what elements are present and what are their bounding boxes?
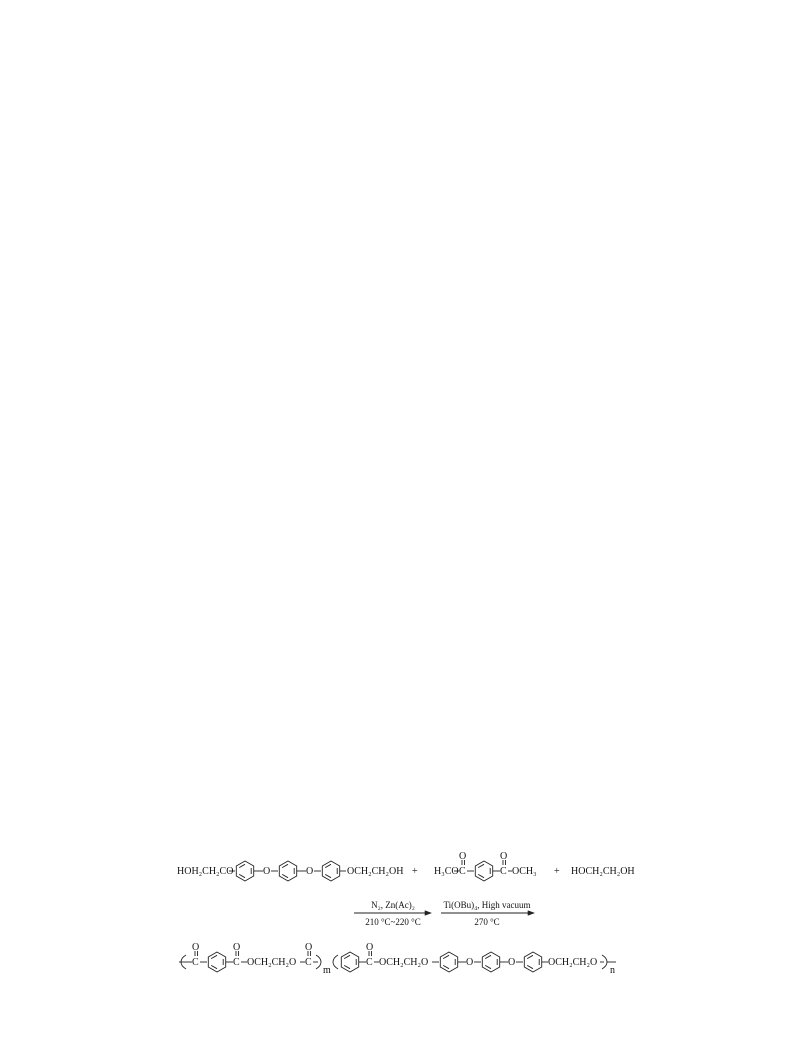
plus-sign-1: +	[412, 866, 418, 877]
product-polymer	[179, 942, 616, 976]
product-middle-group-1: OCH₂CH₂O	[247, 957, 297, 968]
monomer-1-ether-o-2: O	[306, 866, 314, 877]
monomer-1-ether-o-1: O	[263, 866, 271, 877]
step-2-reagents: Ti(OBu)₄, High vacuum	[443, 900, 531, 910]
benzene-ring-icon	[482, 952, 499, 972]
benzene-ring-icon	[279, 861, 296, 881]
step-2-temperature: 270 °C	[474, 917, 500, 927]
benzene-ring-icon	[236, 861, 253, 881]
product-end-group: OCH₂CH₂O	[548, 957, 598, 968]
monomer-2-right-group: OCH₃	[512, 866, 537, 877]
monomer-2-carbonyl-c-2: C	[500, 866, 507, 877]
product-carbonyl-c-4: C	[366, 957, 373, 968]
monomer-1-right-group: OCH₂CH₂OH	[347, 866, 404, 877]
step-1-reagents: N₂, Zn(Ac)₂	[371, 900, 415, 910]
monomer-1	[177, 861, 403, 881]
benzene-ring-icon	[208, 952, 225, 972]
plus-sign-2: +	[554, 866, 560, 877]
product-carbonyl-c-2: C	[233, 957, 240, 968]
subscript-m: m	[323, 965, 331, 976]
benzene-ring-icon	[475, 861, 492, 881]
monomer-2-left-group: H₃CO	[434, 866, 459, 877]
benzene-ring-icon	[322, 861, 339, 881]
monomer-2-carbonyl-o-2: O	[500, 851, 508, 862]
product-ether-o-1: O	[466, 957, 474, 968]
step-1-conditions	[354, 900, 431, 927]
benzene-ring-icon	[341, 952, 358, 972]
product-carbonyl-o-4: O	[366, 942, 374, 953]
product-carbonyl-o-2: O	[233, 942, 241, 953]
monomer-2	[434, 851, 537, 881]
monomer-3: HOCH₂CH₂OH	[571, 866, 635, 877]
product-middle-group-2: OCH₂CH₂O	[379, 957, 429, 968]
step-2-conditions	[441, 900, 534, 927]
product-carbonyl-c-1: C	[192, 957, 199, 968]
product-carbonyl-c-3: C	[305, 957, 312, 968]
monomer-2-carbonyl-o-1: O	[459, 851, 467, 862]
monomer-1-left-group: HOH₂CH₂CO	[177, 866, 234, 877]
monomer-2-carbonyl-c-1: C	[459, 866, 466, 877]
product-carbonyl-o-3: O	[305, 942, 313, 953]
benzene-ring-icon	[440, 952, 457, 972]
product-carbonyl-o-1: O	[192, 942, 200, 953]
product-ether-o-2: O	[508, 957, 516, 968]
step-1-temperature: 210 °C~220 °C	[365, 917, 421, 927]
subscript-n: n	[610, 965, 615, 976]
benzene-ring-icon	[524, 952, 541, 972]
open-bracket-n	[333, 955, 338, 969]
